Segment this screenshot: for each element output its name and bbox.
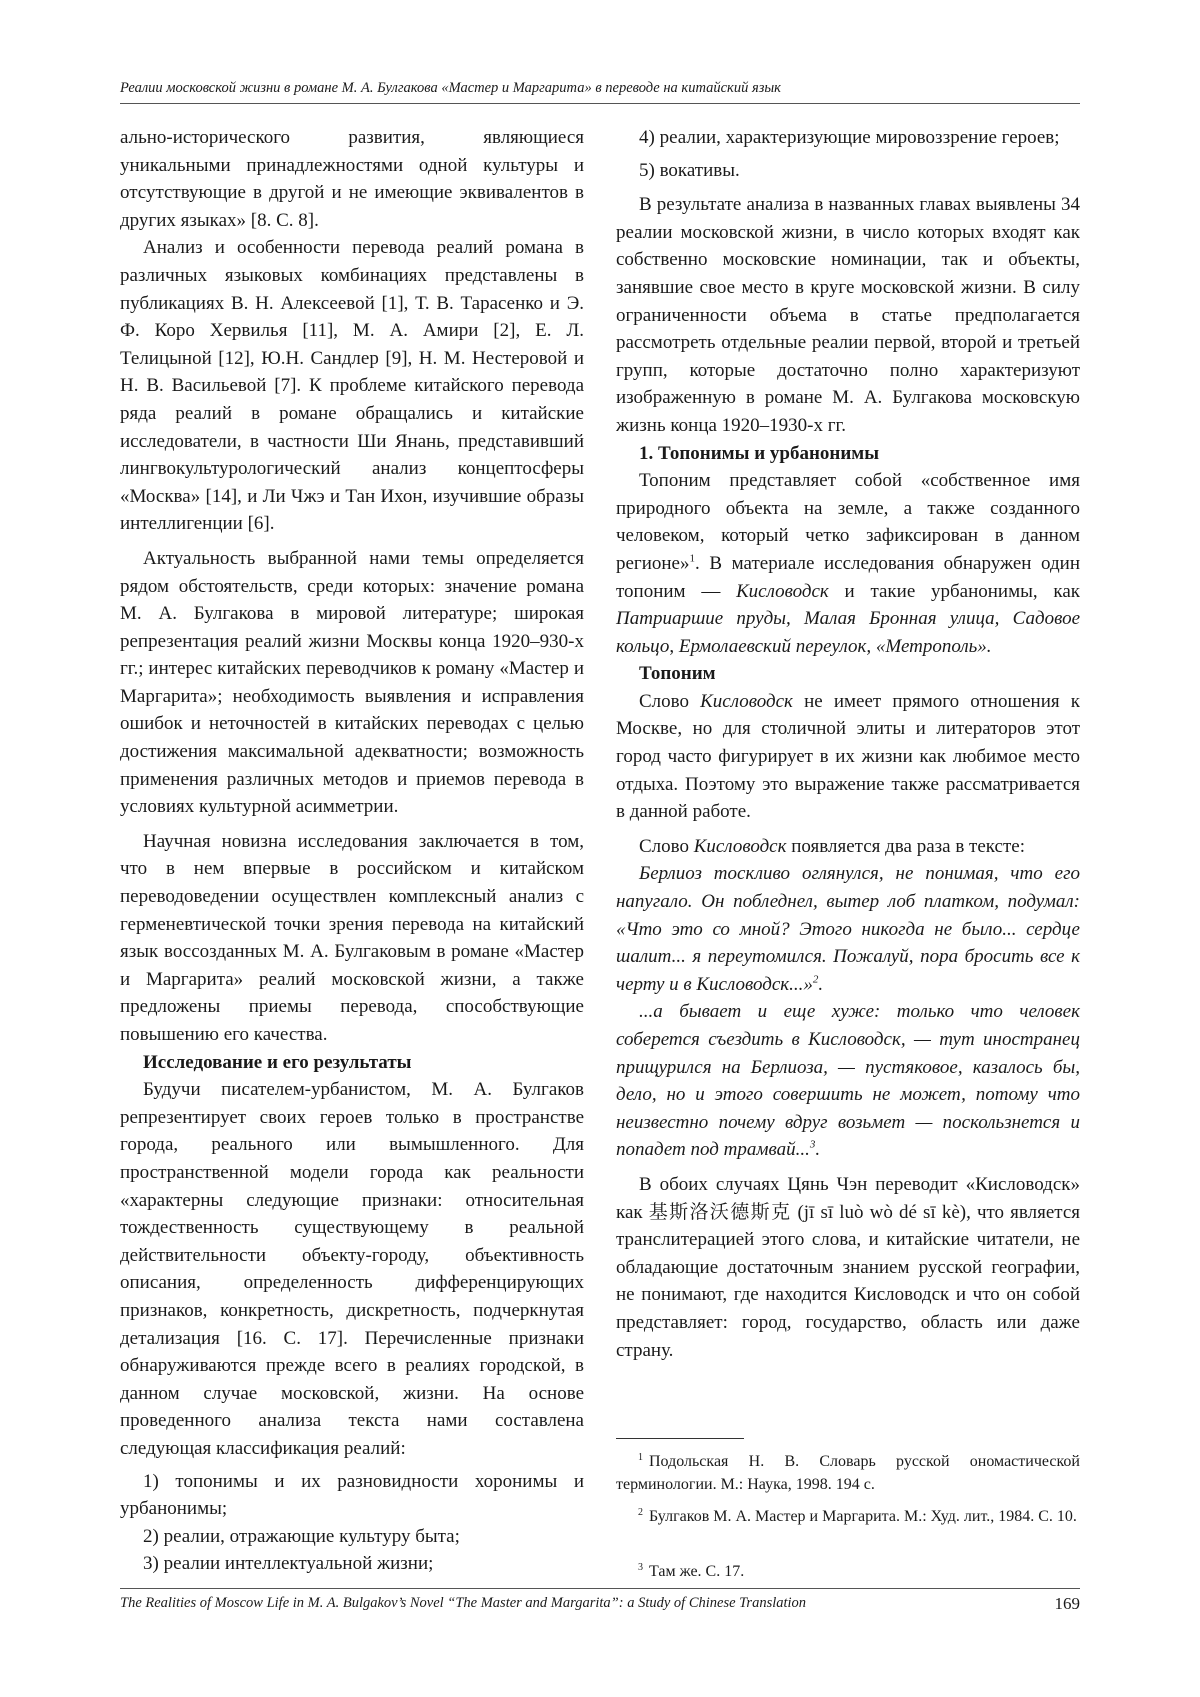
list-item: 5) вокативы.	[639, 159, 740, 181]
footnote-text: Булгаков М. А. Мастер и Маргарита. М.: Худ. лит., 1984. С. 10.	[649, 1508, 1077, 1525]
paragraph	[616, 688, 1080, 826]
text: Слово	[639, 835, 694, 857]
text: . В материале исследования обнаружен один топоним —	[616, 552, 1080, 602]
text: (jī sī luò wò dé sī kè), что является транслитерацией этого слова, и китайские читатели, не обладающие достаточным знанием русской географии, не понимают, где находится Кисловодск и что он собой представляет: город, государство, область или даже страну.	[616, 1201, 1080, 1361]
text: .	[818, 973, 824, 995]
running-head	[120, 80, 1080, 104]
running-title: Реалии московской жизни в романе М. А. Булгакова «Мастер и Маргарита» в переводе на китайский язык	[120, 80, 781, 96]
left-column	[120, 124, 584, 1578]
paragraph: Актуальность выбранной нами темы определяется рядом обстоятельств, среди которых: значение романа М. А. Булгакова в мировой литературе; широкая репрезентация реалий жизни Москвы конца 1920–930-х гг.; интерес китайских переводчиков к роману «Мастер и Маргарита»; необходимость выявления и исправления ошибок и неточностей в китайских переводах с целью достижения максимальной адекватности; возможность применения различных методов и приемов перевода в условиях культурной асимметрии.	[120, 547, 584, 818]
paragraph	[616, 467, 1080, 660]
text: Слово	[639, 690, 701, 712]
footnote-number: 2	[638, 1506, 643, 1518]
footnote-ref: 1	[689, 552, 695, 565]
section-heading: 1. Топонимы и урбанонимы	[639, 442, 880, 464]
footnote-number: 3	[638, 1561, 643, 1573]
text: .	[815, 1139, 821, 1161]
footnote	[616, 1505, 1080, 1528]
right-column	[616, 124, 1080, 1364]
footnote	[616, 1450, 1080, 1496]
text: и такие урбанонимы, как	[828, 580, 1080, 602]
list-item: 3) реалии интеллектуальной жизни;	[143, 1553, 434, 1575]
text: Топоним представляет собой «собственное имя природного объекта на земле, а также созданного человеком, который четко зафиксирован в данном регионе»	[616, 470, 1080, 574]
paragraph: В результате анализа в названных главах выявлены 34 реалии московской жизни, в число которых входят как собственно московские номинации, так и объекты, занявшие свое место в круге московской жизни. В силу ограниченности объема в статье предполагается рассмотреть отдельные реалии первой, второй и третьей групп, которые достаточно полно характеризуют изображенную в романе М. А. Булгакова московскую жизнь конца 1920–1930-х гг.	[616, 194, 1080, 436]
text: не имеет прямого отношения к Москве, но для столичной элиты и литераторов этот город часто фигурирует в их жизни как любимое место отдыха. Поэтому это выражение также рассматривается в данной работе.	[616, 690, 1080, 823]
quote	[616, 860, 1080, 998]
list-item: 2) реалии, отражающие культуру быта;	[143, 1525, 460, 1547]
footnote-ref: 2	[812, 973, 819, 986]
paragraph: ально-исторического развития, являющиеся уникальными принадлежностями одной культуры и отсутствующие в другой и не имеющие эквивалентов в других языках» [8. С. 8].	[120, 127, 584, 231]
footer-title: The Realities of Moscow Life in M. A. Bulgakov’s Novel “The Master and Margarita”: a Study of Chinese Translation	[120, 1595, 807, 1611]
text: появляется два раза в тексте:	[786, 835, 1025, 857]
running-foot	[120, 1588, 1080, 1612]
italic-term: Патриаршие пруды, Малая Бронная улица, Садовое кольцо	[616, 608, 1080, 657]
quote-text: ...а бывает и еще хуже: только что человек соберется съездить в Кисловодск, — тут иностранец прищурился на Берлиоза, — пустяковое, казалось бы, дело, но и этого совершить не может, потому что неизвестно почему вдруг возьмет — поскользнется и попадет под трамвай...	[616, 1001, 1080, 1161]
text: В обоих случаях Цянь Чэн переводит «Кисловодск» как	[616, 1173, 1080, 1223]
italic-term: Ермолаевский переулок, «Метрополь».	[678, 635, 992, 657]
footnote-ref: 3	[809, 1139, 816, 1152]
footnote-text: Подольская Н. В. Словарь русской ономастической терминологии. М.: Наука, 1998. 194 с.	[616, 1453, 1080, 1493]
text: ,	[669, 635, 679, 657]
list-item: 4) реалии, характеризующие мировоззрение героев;	[639, 127, 1060, 148]
quote	[616, 998, 1080, 1164]
chinese-text: 基斯洛沃德斯克	[648, 1201, 792, 1223]
page-number: 169	[1054, 1594, 1080, 1613]
italic-term: Кисловодск	[693, 835, 787, 857]
paragraph: Будучи писателем-урбанистом, М. А. Булгаков репрезентирует своих героев только в пространстве города, реального или вымышленного. Для пространственной модели города как реальности «характерны следующие признаки: относительная тождественность существующему в реальной действительности объекту-городу, объективность описания, определенность дифференцирующих признаков, конкретность, дискретность, подчеркнутая детализация [16. С. 17]. Перечисленные признаки обнаруживаются прежде всего в реалиях городской, в данном случае московской, жизни. На основе проведенного анализа текста нами составлена следующая классификация реалий:	[120, 1079, 584, 1459]
footnote-rule	[616, 1438, 744, 1439]
italic-term: Кисловодск	[736, 580, 829, 602]
section-heading: Исследование и его результаты	[143, 1051, 412, 1073]
footnote-number: 1	[638, 1451, 643, 1463]
footnote-text: Там же. С. 17.	[649, 1563, 745, 1580]
paragraph: Научная новизна исследования заключается в том, что в нем впервые в российском и китайском переводоведении осуществлен комплексный анализ с герменевтической точки зрения перевода на китайский язык воссозданных М. А. Булгаковым в романе «Мастер и Маргарита» реалий московской жизни, а также предложены приемы перевода, способствующие повышению его качества.	[120, 830, 584, 1045]
italic-term: Кисловодск	[700, 690, 793, 712]
list-item: 1) топонимы и их разновидности хоронимы и урбанонимы;	[120, 1470, 584, 1520]
quote-text: Берлиоз тоскливо оглянулся, не понимая, что его напугало. Он побледнел, вытер лоб платком, подумал: «Что это со мной? Этого никогда не было... сердце шалит... я переутомился. Пожалуй, пора бросить все к черту и в Кисловодск...»	[616, 863, 1080, 995]
footnote	[616, 1560, 1080, 1583]
paragraph	[616, 1171, 1080, 1364]
paragraph	[616, 833, 1080, 861]
paragraph: Анализ и особенности перевода реалий романа в различных языковых комбинациях представлены в публикациях В. Н. Алексеевой [1], Т. В. Тарасенко и Э. Ф. Коро Хервилья [11], М. А. Амири [2], Е. Л. Телицыной [12], Ю.Н. Сандлер [9], Н. М. Нестеровой и Н. В. Васильевой [7]. К проблеме китайского перевода ряда реалий в романе обращались и китайские исследователи, в частности Ши Янань, представивший лингвокультурологический анализ концептосферы «Москва» [14], и Ли Чжэ и Тан Ихон, изучившие образы интеллигенции [6].	[120, 237, 584, 535]
section-heading: Топоним	[639, 663, 716, 685]
